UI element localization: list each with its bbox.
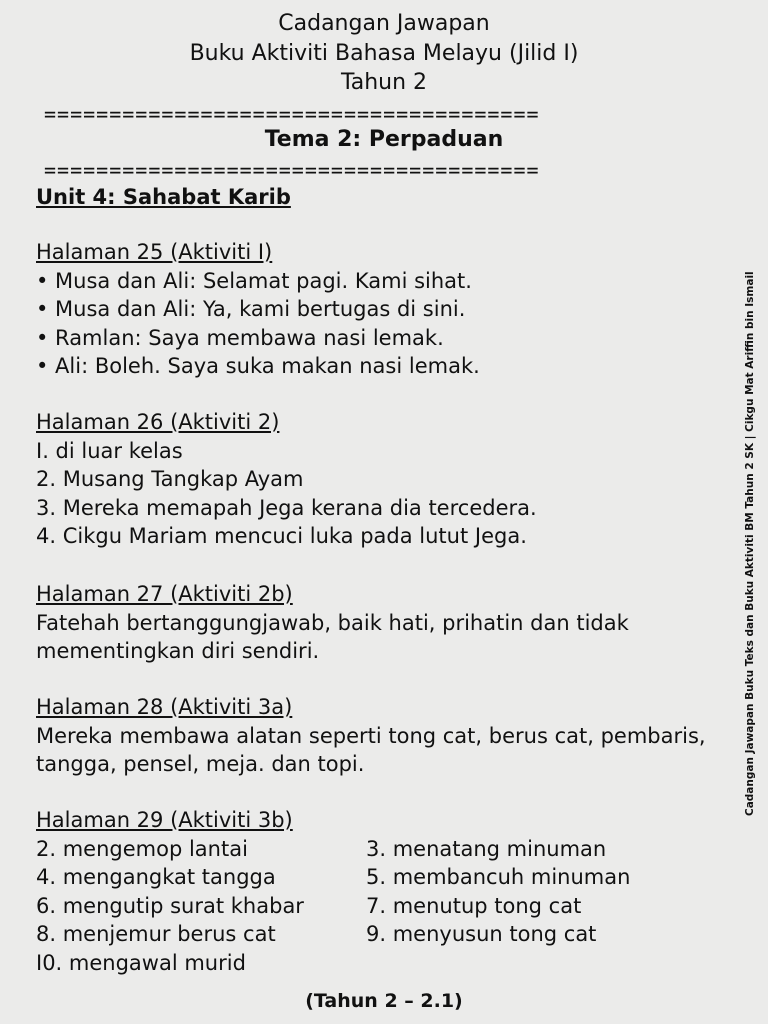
section-heading: Halaman 29 (Aktiviti 3b) (36, 808, 293, 832)
list-item: 2. mengemop lantai (36, 836, 248, 861)
theme-title: Tema 2: Perpaduan (264, 127, 504, 152)
answer-grid (36, 835, 726, 978)
divider-bottom: ====================================== (44, 160, 540, 180)
list-item: I0. mengawal murid (36, 950, 246, 975)
section-heading: Halaman 25 (Aktiviti I) (36, 240, 273, 264)
list-item: • Ali: Boleh. Saya suka makan nasi lemak. (36, 354, 480, 378)
list-item: • Musa dan Ali: Ya, kami bertugas di sini. (36, 297, 466, 321)
section-page-27 (36, 580, 726, 666)
section-page-25 (36, 238, 726, 381)
list-item: 3. menatang minuman (366, 836, 607, 861)
section-page-26 (36, 408, 726, 551)
list-item: 4. mengangkat tangga (36, 865, 276, 889)
list-item: 4. Cikgu Mariam mencuci luka pada lutut Jega. (36, 524, 527, 548)
header-book: Buku Aktiviti Bahasa Melayu (Jilid I) (189, 41, 579, 66)
header-title: Cadangan Jawapan (278, 11, 490, 36)
list-item: 2. Musang Tangkap Ayam (36, 467, 304, 491)
list-item: 8. menjemur berus cat (36, 922, 276, 946)
list-item: 9. menyusun tong cat (366, 922, 597, 946)
list-item: 3. Mereka memapah Jega kerana dia tercedera. (36, 495, 537, 520)
section-heading: Halaman 28 (Aktiviti 3a) (36, 695, 293, 719)
list-item: 7. menutup tong cat (366, 893, 582, 918)
unit-title: Unit 4: Sahabat Karib (36, 185, 291, 209)
list-item: • Musa dan Ali: Selamat pagi. Kami sihat. (36, 268, 472, 293)
divider-top: ====================================== (44, 104, 540, 124)
section-heading: Halaman 26 (Aktiviti 2) (36, 410, 280, 434)
paragraph: Fatehah bertanggungjawab, baik hati, prihatin dan tidak mementingkan diri sendiri. (36, 610, 629, 663)
page-footer: (Tahun 2 – 2.1) (305, 990, 463, 1012)
paragraph: Mereka membawa alatan seperti tong cat, berus cat, pembaris, tangga, pensel, meja. dan topi. (36, 723, 706, 776)
list-item: • Ramlan: Saya membawa nasi lemak. (36, 325, 444, 350)
section-page-28 (36, 693, 726, 779)
section-page-29 (36, 806, 726, 977)
list-item: I. di luar kelas (36, 438, 183, 463)
section-heading: Halaman 27 (Aktiviti 2b) (36, 582, 293, 606)
list-item: 6. mengutip surat khabar (36, 893, 304, 918)
list-item: 5. membancuh minuman (366, 865, 631, 889)
side-credit: Cadangan Jawapan Buku Teks dan Buku Aktiviti BM Tahun 2 SK | Cikgu Mat Ariffin bin Ismail (744, 271, 756, 816)
header-year: Tahun 2 (340, 70, 428, 95)
